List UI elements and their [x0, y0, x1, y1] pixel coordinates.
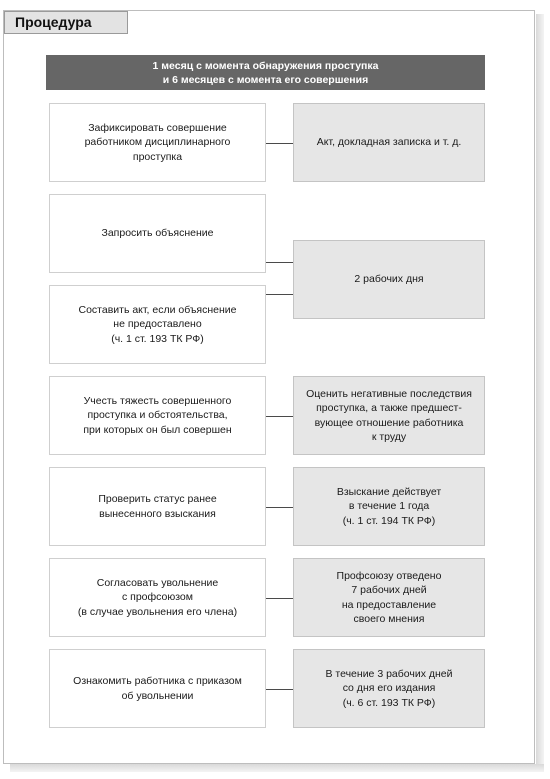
connector-line	[266, 598, 293, 599]
deadline-header-line: 1 месяц с момента обнаружения проступка	[152, 59, 379, 72]
connector-line	[266, 262, 293, 263]
connector-line	[266, 143, 293, 144]
step-text: Запросить объяснение	[101, 227, 214, 240]
procedure-page	[3, 10, 535, 764]
note-box-acquaint-deadline	[293, 649, 485, 728]
connector-line	[266, 294, 293, 295]
step-box-record-offense	[49, 103, 266, 182]
note-text: 2 рабочих дня	[354, 273, 424, 286]
note-box-documents	[293, 103, 485, 182]
note-box-penalty-validity	[293, 467, 485, 546]
step-box-consider-severity	[49, 376, 266, 455]
deadline-header	[46, 55, 485, 90]
step-box-check-penalty	[49, 467, 266, 546]
step-box-request-explanation	[49, 194, 266, 273]
note-text: Профсоюзу отведено 7 рабочих дней на предоставление своего мнения	[336, 569, 442, 625]
step-text: Учесть тяжесть совершенного проступка и обстоятельства, при которых он был совершен	[83, 394, 232, 436]
step-text: Ознакомить работника с приказом об увольнении	[73, 675, 242, 702]
connector-line	[266, 689, 293, 690]
note-text: Акт, докладная записка и т. д.	[316, 136, 462, 149]
step-text: Зафиксировать совершение работником дисциплинарного проступка	[84, 121, 231, 163]
connector-line	[266, 416, 293, 417]
step-box-draw-up-act	[49, 285, 266, 364]
step-box-union-approval	[49, 558, 266, 637]
page-shadow	[10, 764, 544, 772]
step-text: Проверить статус ранее вынесенного взыскания	[98, 493, 217, 520]
note-text: В течение 3 рабочих дней со дня его издания (ч. 6 ст. 193 ТК РФ)	[325, 667, 453, 709]
note-box-union-deadline	[293, 558, 485, 637]
deadline-header-line: и 6 месяцев с момента его совершения	[162, 73, 369, 86]
section-tab: Процедура	[4, 11, 128, 34]
note-text: Взыскание действует в течение 1 года (ч. 1 ст. 194 ТК РФ)	[336, 485, 442, 527]
note-box-assess-consequences	[293, 376, 485, 455]
note-text: Оценить негативные последствия проступка, а также предшест- вующее отношение работника к труду	[306, 387, 472, 443]
connector-line	[266, 507, 293, 508]
step-text: Составить акт, если объяснение не предоставлено (ч. 1 ст. 193 ТК РФ)	[78, 303, 237, 345]
step-box-acquaint-with-order	[49, 649, 266, 728]
note-box-two-working-days	[293, 240, 485, 319]
step-text: Согласовать увольнение с профсоюзом (в случае увольнения его члена)	[77, 576, 238, 618]
page-shadow	[536, 14, 544, 772]
